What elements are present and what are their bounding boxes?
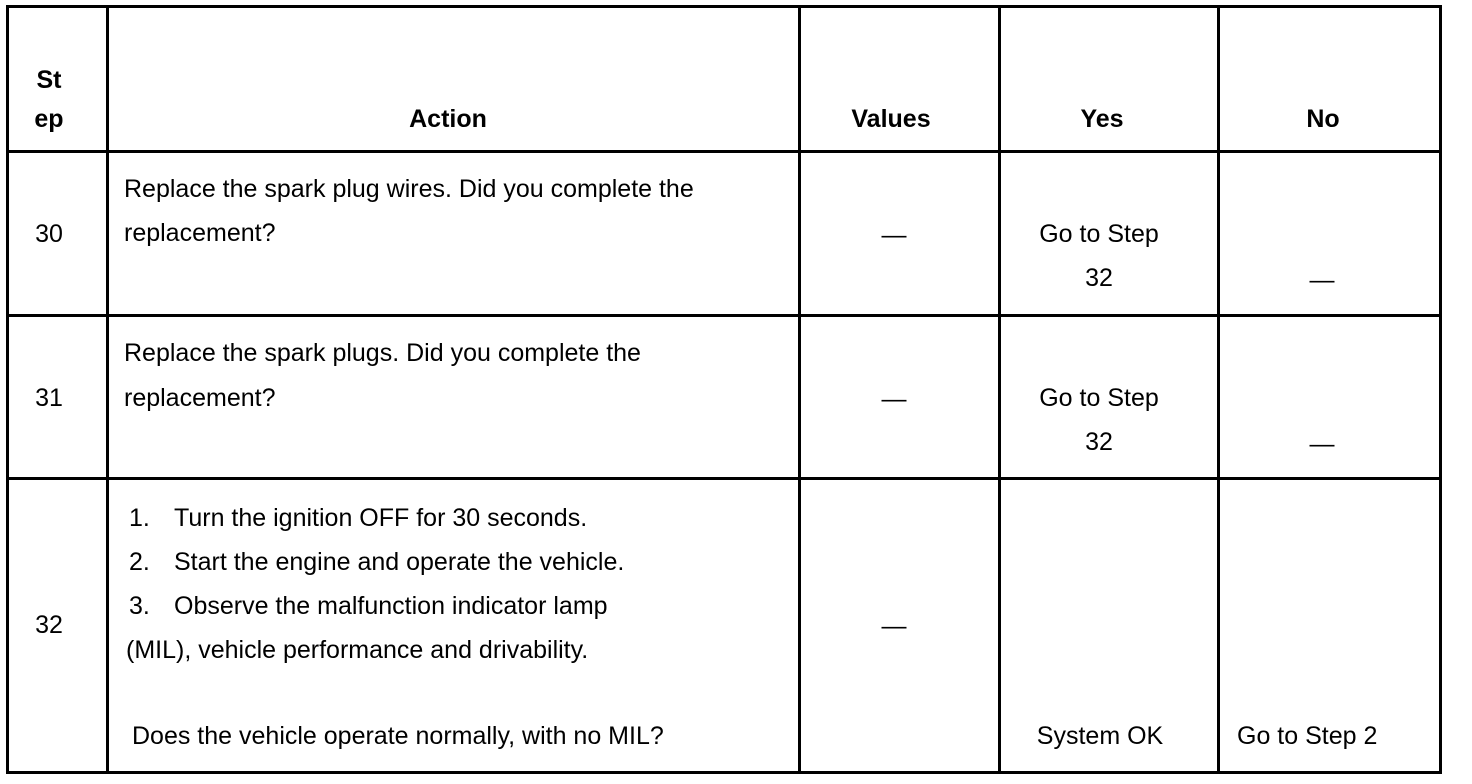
no-dash: — bbox=[1309, 430, 1335, 458]
action-question: Does the vehicle operate normally, with no MIL? bbox=[132, 722, 664, 750]
table-border-right bbox=[1439, 5, 1442, 774]
header-no: No bbox=[1306, 105, 1340, 133]
action-text: replacement? bbox=[124, 219, 276, 247]
list-item-continuation: (MIL), vehicle performance and drivability. bbox=[126, 636, 589, 664]
header-step-line1: St bbox=[36, 66, 62, 94]
list-item-number: 3. bbox=[129, 592, 150, 620]
row-divider bbox=[6, 314, 1442, 317]
table-border-top bbox=[6, 5, 1442, 8]
header-divider bbox=[6, 150, 1442, 153]
step-number: 30 bbox=[35, 220, 63, 248]
column-divider bbox=[998, 5, 1001, 774]
list-item-number: 2. bbox=[129, 548, 150, 576]
values-dash: — bbox=[881, 221, 907, 249]
list-item-number: 1. bbox=[129, 504, 150, 532]
list-item-text: Observe the malfunction indicator lamp bbox=[174, 592, 608, 620]
yes-goto-step: Go to Step bbox=[1039, 384, 1159, 412]
column-divider bbox=[1217, 5, 1220, 774]
yes-result: System OK bbox=[1036, 722, 1164, 750]
header-action: Action bbox=[409, 105, 487, 133]
yes-goto-step: Go to Step bbox=[1039, 220, 1159, 248]
step-number: 32 bbox=[35, 611, 63, 639]
list-item-text: Turn the ignition OFF for 30 seconds. bbox=[174, 504, 588, 532]
row-divider bbox=[6, 477, 1442, 480]
header-step-line2: ep bbox=[34, 105, 64, 133]
step-number: 31 bbox=[35, 384, 63, 412]
header-values: Values bbox=[851, 105, 931, 133]
table-border-left bbox=[6, 5, 9, 774]
column-divider bbox=[798, 5, 801, 774]
values-dash: — bbox=[881, 612, 907, 640]
action-text: Replace the spark plug wires. Did you complete the bbox=[124, 175, 694, 203]
list-item-text: Start the engine and operate the vehicle. bbox=[174, 548, 625, 576]
no-goto-step: Go to Step 2 bbox=[1237, 722, 1378, 750]
no-dash: — bbox=[1309, 266, 1335, 294]
table-border-bottom bbox=[6, 771, 1442, 774]
action-text: replacement? bbox=[124, 384, 276, 412]
values-dash: — bbox=[881, 385, 907, 413]
yes-goto-step: 32 bbox=[1085, 264, 1113, 292]
column-divider bbox=[106, 5, 109, 774]
action-text: Replace the spark plugs. Did you complete the bbox=[124, 339, 641, 367]
header-yes: Yes bbox=[1080, 105, 1124, 133]
yes-goto-step: 32 bbox=[1085, 428, 1113, 456]
